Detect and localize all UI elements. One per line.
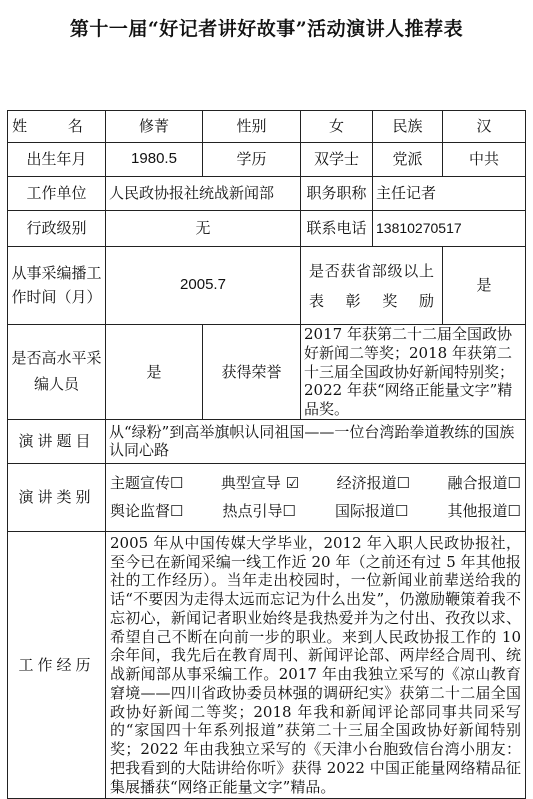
category-row-1 <box>106 472 525 495</box>
birth-label: 出生年月 <box>8 143 106 177</box>
high-level-label: 是否高水平采编人员 <box>8 325 106 420</box>
phone-value: 13810270517 <box>373 211 526 247</box>
topic-label: 演讲题目 <box>8 419 106 463</box>
checkbox-icon[interactable]: ☐ <box>507 502 521 521</box>
category-option-supervision[interactable]: 舆论监督☐ <box>110 502 184 521</box>
category-option-international[interactable]: 国际报道☐ <box>335 502 409 521</box>
high-level-value: 是 <box>106 325 203 420</box>
topic-value: 从“绿粉”到高举旗帜认同祖国——一位台湾跆拳道教练的国族认同心路 <box>106 419 526 463</box>
phone-label: 联系电话 <box>301 211 373 247</box>
category-row-2 <box>106 500 525 523</box>
admin-level-value: 无 <box>106 211 301 247</box>
gender-label: 性别 <box>203 111 301 143</box>
checkbox-icon[interactable]: ☐ <box>395 502 409 521</box>
page-title: 第十一届“好记者讲好故事”活动演讲人推荐表 <box>69 18 464 40</box>
education-label: 学历 <box>203 143 301 177</box>
checkbox-icon[interactable]: ☐ <box>170 473 184 492</box>
checkbox-icon[interactable]: ☐ <box>282 502 296 521</box>
work-time-value: 2005.7 <box>106 247 301 325</box>
award-question-label: 是否获省部级以上表彰奖励 <box>301 247 443 325</box>
name-value: 修菁 <box>106 111 203 143</box>
category-label: 演讲类别 <box>8 463 106 531</box>
unit-label: 工作单位 <box>8 177 106 211</box>
admin-level-label: 行政级别 <box>8 211 106 247</box>
gender-value: 女 <box>301 111 373 143</box>
category-option-fusion[interactable]: 融合报道☐ <box>447 473 521 492</box>
experience-value: 2005 年从中国传媒大学毕业，2012 年入职人民政协报社，至今已在新闻采编一线工作近 20 年（之前还有过 5 年其他报社的工作经历）。当年走出校园时，一位新闻业前辈送给我的话“不要因为走得太远而忘记为什么出发”，仍激励鞭策着我不忘初心，新闻记者职业始终是我热爱并为之付出、孜孜以求、希望自己不断在向前一步的职业。来到人民政协报工作的 10 余年间，我先后在教育周刊、新闻评论部、两岸经合周刊、统战新闻部从事采编工作。2017 年由我独立采写的《凉山教育窘境——四川省政协委员林强的调研纪实》获第二十二届全国政协好新闻二等奖；2018 年我和新闻评论部同事共同采写的“家国四十年系列报道”获第二十三届全国政协好新闻特别奖；2022 年由我独立采写的《天津小台胞致信台湾小朋友：把我看到的大陆讲给你听》获得 2022 中国正能量网络精品征集展播获“网络正能量文字”精品。 <box>106 531 526 799</box>
work-time-label: 从事采编播工作时间（月） <box>8 247 106 325</box>
category-options <box>106 463 526 531</box>
category-option-theme[interactable]: 主题宣传☐ <box>110 473 184 492</box>
party-value: 中共 <box>443 143 526 177</box>
category-option-hotspot[interactable]: 热点引导☐ <box>222 502 296 521</box>
party-label: 党派 <box>373 143 443 177</box>
ethnicity-label: 民族 <box>373 111 443 143</box>
experience-label: 工作经历 <box>8 531 106 799</box>
unit-value: 人民政协报社统战新闻部 <box>106 177 301 211</box>
checkbox-icon[interactable]: ☐ <box>507 473 521 492</box>
honors-label: 获得荣誉 <box>203 325 301 420</box>
education-value: 双学士 <box>301 143 373 177</box>
checkbox-checked-icon[interactable]: ☑ <box>285 473 300 492</box>
category-option-typical[interactable]: 典型宣导 ☑ <box>220 473 300 492</box>
category-option-economy[interactable]: 经济报道☐ <box>336 473 411 492</box>
ethnicity-value: 汉 <box>443 111 526 143</box>
honors-value: 2017 年获第二十二届全国政协好新闻二等奖；2018 年获第二十三届全国政协好新闻特别奖；2022 年获“网络正能量文字”精品奖。 <box>301 325 526 420</box>
name-label: 姓 名 <box>8 111 106 143</box>
award-value: 是 <box>443 247 526 325</box>
position-value: 主任记者 <box>373 177 526 211</box>
birth-value: 1980.5 <box>106 143 203 177</box>
checkbox-icon[interactable]: ☐ <box>396 473 411 492</box>
checkbox-icon[interactable]: ☐ <box>170 502 184 521</box>
category-option-other[interactable]: 其他报道☐ <box>447 502 521 521</box>
recommendation-form-table <box>7 110 526 799</box>
position-label: 职务职称 <box>301 177 373 211</box>
